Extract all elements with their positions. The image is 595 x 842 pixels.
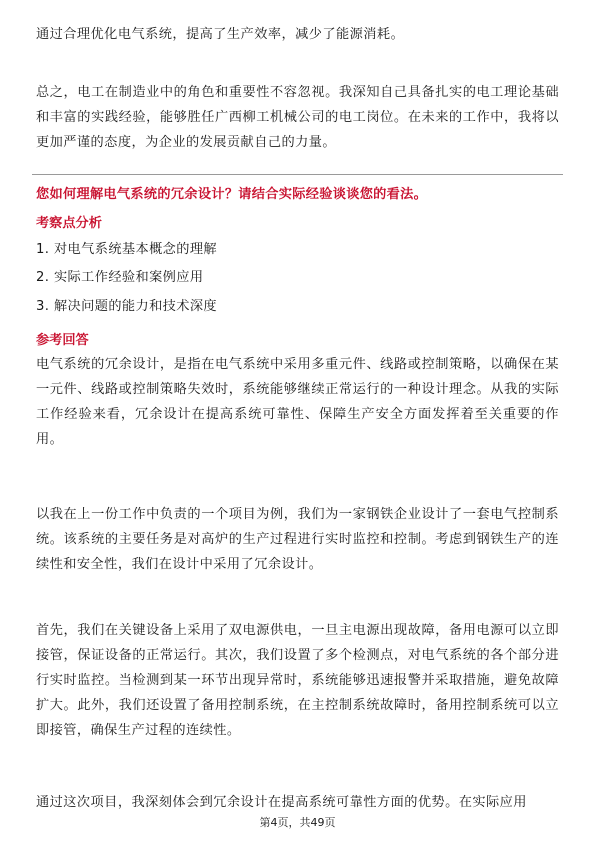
intro-paragraph-1: 通过合理优化电气系统，提高了生产效率，减少了能源消耗。 bbox=[36, 27, 405, 42]
page-number-footer: 第4页，共49页 bbox=[259, 816, 336, 829]
analysis-label: 考察点分析 bbox=[36, 216, 102, 231]
answer-paragraph-1: 电气系统的冗余设计，是指在电气系统中采用多重元件、线路或控制策略，以确保在某一元件、线路或控制策略失效时，系统能够继续正常运行的一种设计理念。从我的实际工作经验来看，冗余设计在提高系统可靠性、保障生产安全方面发挥着至关重要的作用。 bbox=[36, 357, 559, 447]
answer-paragraph-3: 首先，我们在关键设备上采用了双电源供电，一旦主电源出现故障，备用电源可以立即接管，保证设备的正常运行。其次，我们设置了多个检测点，对电气系统的各个部分进行实时监控。当检测到某一环节出现异常时，系统能够迅速报警并采取措施，避免故障扩大。此外，我们还设置了备用控制系统，在主控制系统故障时，备用控制系统可以立即接管，确保生产过程的连续性。 bbox=[36, 623, 559, 738]
question-heading: 您如何理解电气系统的冗余设计？请结合实际经验谈谈您的看法。 bbox=[36, 187, 428, 202]
analysis-item-2: 2. 实际工作经验和案例应用 bbox=[36, 270, 204, 285]
analysis-item-1: 1. 对电气系统基本概念的理解 bbox=[36, 242, 218, 257]
section-divider bbox=[32, 174, 563, 175]
answer-label: 参考回答 bbox=[36, 333, 89, 348]
answer-paragraph-2: 以我在上一份工作中负责的一个项目为例，我们为一家钢铁企业设计了一套电气控制系统。该系统的主要任务是对高炉的生产过程进行实时监控和控制。考虑到钢铁生产的连续性和安全性，我们在设计中采用了冗余设计。 bbox=[36, 507, 559, 572]
answer-paragraph-4: 通过这次项目，我深刻体会到冗余设计在提高系统可靠性方面的优势。在实际应用 bbox=[36, 795, 527, 810]
analysis-item-3: 3. 解决问题的能力和技术深度 bbox=[36, 299, 218, 314]
intro-paragraph-2: 总之，电工在制造业中的角色和重要性不容忽视。我深知自己具备扎实的电工理论基础和丰富的实践经验，能够胜任广西柳工机械公司的电工岗位。在未来的工作中，我将以更加严谨的态度，为企业的发展贡献自己的力量。 bbox=[36, 85, 559, 150]
